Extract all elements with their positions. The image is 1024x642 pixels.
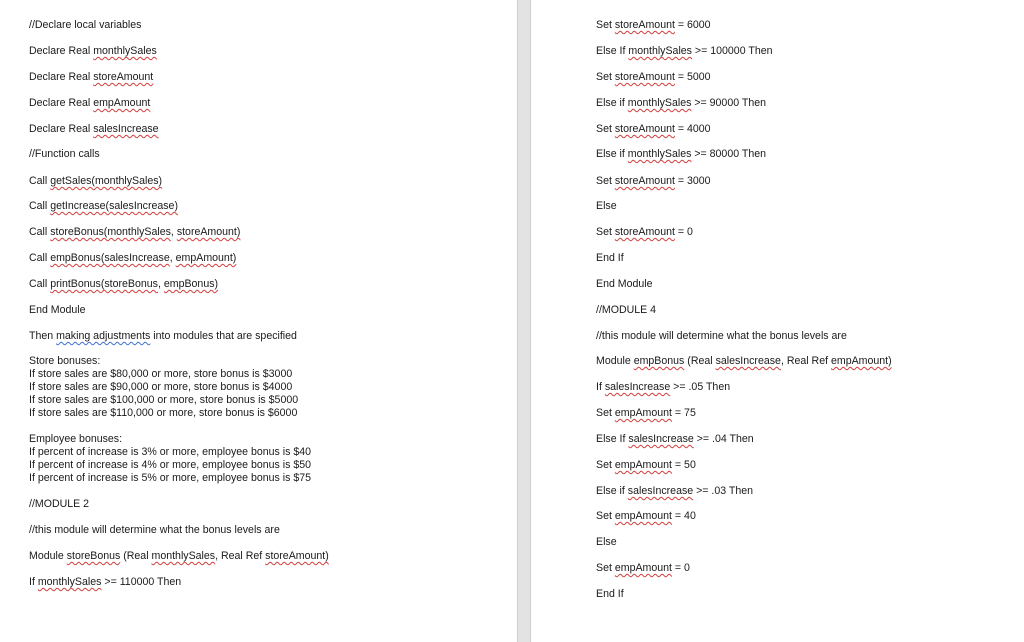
text-line: Call empBonus(salesIncrease, empAmount) bbox=[29, 252, 237, 264]
block-line: If percent of increase is 3% or more, employee bonus is $40 bbox=[29, 446, 312, 458]
text-line: Else If monthlySales >= 100000 Then bbox=[596, 45, 773, 57]
page-gutter bbox=[517, 0, 531, 642]
document-page-right bbox=[531, 0, 1024, 642]
text-line: Module storeBonus (Real monthlySales, Real Ref storeAmount) bbox=[29, 550, 329, 562]
text-line: Declare Real empAmount bbox=[29, 97, 151, 109]
text-line: Set empAmount = 0 bbox=[596, 562, 690, 574]
text-line: //this module will determine what the bonus levels are bbox=[29, 524, 280, 536]
text-line: //Declare local variables bbox=[29, 19, 142, 31]
block-line: Employee bonuses: bbox=[29, 433, 123, 445]
block-line: If percent of increase is 4% or more, employee bonus is $50 bbox=[29, 459, 312, 471]
block-line: If store sales are $90,000 or more, store bonus is $4000 bbox=[29, 381, 293, 393]
block-line: If store sales are $110,000 or more, store bonus is $6000 bbox=[29, 407, 298, 419]
block-line: If percent of increase is 5% or more, employee bonus is $75 bbox=[29, 472, 312, 484]
block-line: If store sales are $80,000 or more, store bonus is $3000 bbox=[29, 368, 293, 380]
store-bonus-block bbox=[29, 355, 298, 420]
text-line: Else if monthlySales >= 90000 Then bbox=[596, 97, 767, 109]
text-line: Declare Real salesIncrease bbox=[29, 123, 159, 135]
text-line: If monthlySales >= 110000 Then bbox=[29, 576, 182, 588]
text-line: Call printBonus(storeBonus, empBonus) bbox=[29, 278, 219, 290]
text-line: Call storeBonus(monthlySales, storeAmount) bbox=[29, 226, 241, 238]
text-line: Declare Real storeAmount bbox=[29, 71, 154, 83]
text-line: Else If salesIncrease >= .04 Then bbox=[596, 433, 754, 445]
text-line: Else bbox=[596, 200, 617, 212]
text-line: Set empAmount = 40 bbox=[596, 510, 696, 522]
block-line: If store sales are $100,000 or more, store bonus is $5000 bbox=[29, 394, 299, 406]
text-line: Set storeAmount = 4000 bbox=[596, 123, 711, 135]
text-line: Else bbox=[596, 536, 617, 548]
text-line: Set empAmount = 50 bbox=[596, 459, 696, 471]
text-line: Module empBonus (Real salesIncrease, Real Ref empAmount) bbox=[596, 355, 892, 367]
employee-bonus-block bbox=[29, 433, 311, 485]
text-line: Else if monthlySales >= 80000 Then bbox=[596, 148, 767, 160]
text-line: End If bbox=[596, 252, 624, 264]
text-line: Call getIncrease(salesIncrease) bbox=[29, 200, 178, 212]
text-line: Set storeAmount = 0 bbox=[596, 226, 693, 238]
text-line: End Module bbox=[596, 278, 653, 290]
block-line: Store bonuses: bbox=[29, 355, 101, 367]
text-line: Declare Real monthlySales bbox=[29, 45, 157, 57]
text-line: //this module will determine what the bonus levels are bbox=[596, 330, 847, 342]
text-line: Call getSales(monthlySales) bbox=[29, 175, 163, 187]
text-line: //MODULE 4 bbox=[596, 304, 657, 316]
text-line: //MODULE 2 bbox=[29, 498, 90, 510]
text-line: End Module bbox=[29, 304, 86, 316]
text-line: Set empAmount = 75 bbox=[596, 407, 696, 419]
text-line: Set storeAmount = 3000 bbox=[596, 175, 711, 187]
text-line: Else if salesIncrease >= .03 Then bbox=[596, 485, 754, 497]
text-line: //Function calls bbox=[29, 148, 100, 160]
text-line: If salesIncrease >= .05 Then bbox=[596, 381, 731, 393]
text-line: Set storeAmount = 5000 bbox=[596, 71, 711, 83]
text-line: End If bbox=[596, 588, 624, 600]
text-line: Then making adjustments into modules that are specified bbox=[29, 330, 297, 342]
text-line: Set storeAmount = 6000 bbox=[596, 19, 711, 31]
